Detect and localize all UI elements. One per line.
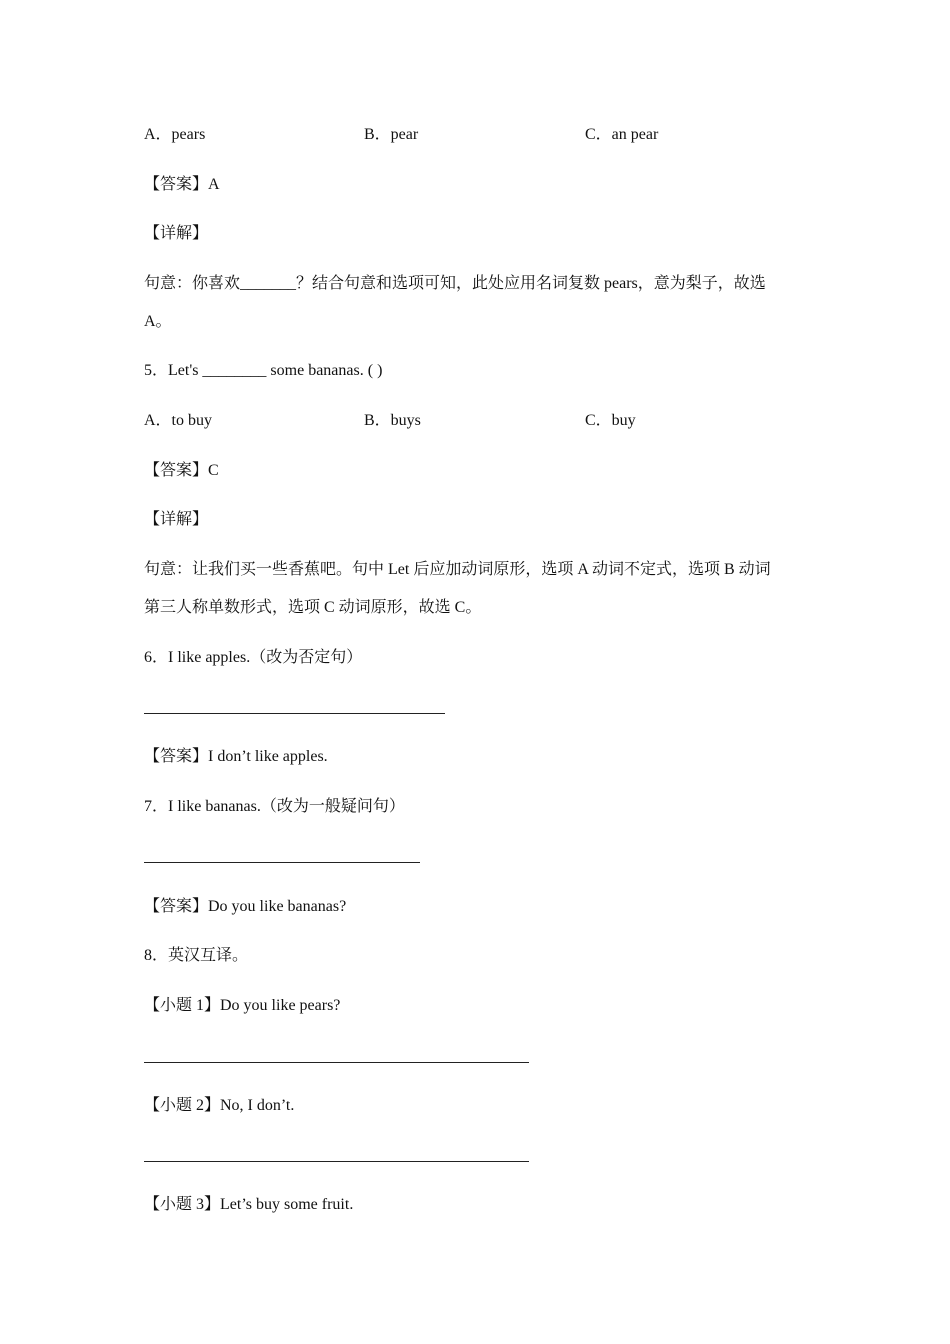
q5-detail-line1: 句意：让我们买一些香蕉吧。句中 Let 后应加动词原形，选项 A 动词不定式，选项 B 动词 [144,561,771,578]
q5-answer: 【答案】C [144,462,219,479]
q4-detail-label: 【详解】 [144,225,209,242]
q5-detail-line2: 第三人称单数形式，选项 C 动词原形，故选 C。 [144,599,482,616]
q8-subquestion-1: 【小题 1】Do you like pears? [144,997,341,1014]
q4-detail-line1: 句意：你喜欢_______？结合句意和选项可知，此处应用名词复数 pears，意为梨子，故选 [144,275,766,292]
q4-option-c: C．an pear [585,126,659,143]
q5-stem: 5．Let's ________ some bananas. ( ) [144,362,383,379]
q8-subquestion-2: 【小题 2】No, I don’t. [144,1097,295,1114]
q6-stem: 6．I like apples.（改为否定句） [144,649,363,666]
q4-option-b: B．pear [364,126,419,143]
q4-answer: 【答案】A [144,176,220,193]
q5-option-b: B．buys [364,412,421,429]
q4-option-a: A．pears [144,126,206,143]
q7-answer: 【答案】Do you like bananas? [144,898,347,915]
q5-option-c: C．buy [585,412,636,429]
q6-answer-blank-line [144,713,445,714]
q5-detail-label: 【详解】 [144,511,209,528]
q8-sub2-blank-line [144,1161,529,1162]
q7-stem: 7．I like bananas.（改为一般疑问句） [144,798,405,815]
q4-detail-line2: A。 [144,313,172,330]
q7-answer-blank-line [144,862,420,863]
q5-option-a: A．to buy [144,412,213,429]
q6-answer: 【答案】I don’t like apples. [144,748,328,765]
q8-stem: 8．英汉互译。 [144,947,249,964]
q8-sub1-blank-line [144,1062,529,1063]
q8-subquestion-3: 【小题 3】Let’s buy some fruit. [144,1196,354,1213]
